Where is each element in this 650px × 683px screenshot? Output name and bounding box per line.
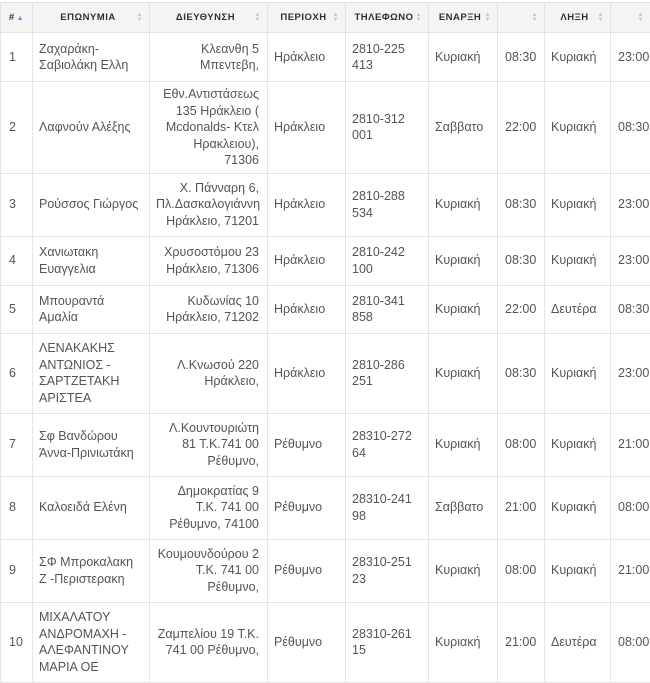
start-time: 08:30 bbox=[498, 173, 545, 236]
header-end-label: ΛΗΞΗ bbox=[560, 12, 588, 23]
header-start-label: ΕΝΑΡΞΗ bbox=[439, 12, 481, 23]
pharmacy-address: Κυδωνίας 10 Ηράκλειο, 71202 bbox=[150, 285, 268, 333]
start-time: 08:30 bbox=[498, 33, 545, 82]
start-day: Κυριακή bbox=[429, 602, 498, 682]
start-time: 08:30 bbox=[498, 236, 545, 285]
table-row bbox=[1, 476, 650, 539]
pharmacy-area: Ηράκλειο bbox=[268, 173, 346, 236]
pharmacy-area: Ρέθυμνο bbox=[268, 602, 346, 682]
pharmacy-phone: 2810-225 413 bbox=[346, 33, 429, 82]
sort-neutral-icon: ▲ ▼ bbox=[255, 13, 261, 23]
start-time: 21:00 bbox=[498, 476, 545, 539]
pharmacy-name: Μπουραντά Αμαλία bbox=[33, 285, 150, 333]
start-day: Σαββατο bbox=[429, 476, 498, 539]
table-row bbox=[1, 236, 650, 285]
end-day: Κυριακή bbox=[545, 539, 611, 602]
pharmacy-address: Χρυσοστόμου 23 Ηράκλειο, 71306 bbox=[150, 236, 268, 285]
pharmacy-name: Χανιωτακη Ευαγγελια bbox=[33, 236, 150, 285]
row-number: 3 bbox=[1, 173, 33, 236]
pharmacy-address: Λ.Κνωσού 220 Ηράκλειο, bbox=[150, 333, 268, 413]
sort-neutral-icon: ▲ ▼ bbox=[638, 13, 644, 23]
pharmacy-area: Ηράκλειο bbox=[268, 33, 346, 82]
pharmacy-area: Ηράκλειο bbox=[268, 236, 346, 285]
start-time: 08:00 bbox=[498, 539, 545, 602]
pharmacy-area: Ρέθυμνο bbox=[268, 476, 346, 539]
pharmacy-name: Ρούσσος Γιώργος bbox=[33, 173, 150, 236]
pharmacy-name: Λαφνούν Αλέξης bbox=[33, 82, 150, 174]
pharmacy-name: ΜΙΧΑΛΑΤΟΥ ΑΝΔΡΟΜΑΧΗ - ΑΛΕΦΑΝΤΙΝΟΥ ΜΑΡΙΑ ΟΕ bbox=[33, 602, 150, 682]
table-row bbox=[1, 602, 650, 682]
header-num-label: # bbox=[9, 12, 15, 23]
pharmacy-phone: 2810-286 251 bbox=[346, 333, 429, 413]
end-time: 21:00 bbox=[611, 413, 650, 476]
end-time: 23:00 bbox=[611, 333, 650, 413]
pharmacy-name: Ζαχαράκη-Σαβιολάκη Ελλη bbox=[33, 33, 150, 82]
start-day: Κυριακή bbox=[429, 33, 498, 82]
end-day: Κυριακή bbox=[545, 82, 611, 174]
header-area[interactable] bbox=[268, 3, 346, 33]
table-row bbox=[1, 285, 650, 333]
start-time: 22:00 bbox=[498, 82, 545, 174]
end-day: Κυριακή bbox=[545, 33, 611, 82]
table-row bbox=[1, 173, 650, 236]
pharmacy-phone: 2810-312 001 bbox=[346, 82, 429, 174]
end-day: Κυριακή bbox=[545, 236, 611, 285]
pharmacy-name: Καλοειδά Ελένη bbox=[33, 476, 150, 539]
header-address-label: ΔΙΕΥΘΥΝΣΗ bbox=[176, 12, 235, 23]
pharmacy-address: Ζαμπελίου 19 Τ.Κ. 741 00 Ρέθυμνο, bbox=[150, 602, 268, 682]
start-day: Κυριακή bbox=[429, 413, 498, 476]
end-time: 08:00 bbox=[611, 476, 650, 539]
row-number: 10 bbox=[1, 602, 33, 682]
start-time: 08:00 bbox=[498, 413, 545, 476]
pharmacy-name: ΛΕΝΑΚΑΚΗΣ ΑΝΤΩΝΙΟΣ - ΣΑΡΤΖΕΤΑΚΗ ΑΡΙΣΤΕΑ bbox=[33, 333, 150, 413]
end-time: 23:00 bbox=[611, 173, 650, 236]
sort-neutral-icon: ▲ ▼ bbox=[532, 13, 538, 23]
end-time: 23:00 bbox=[611, 236, 650, 285]
sort-ascending-icon: ▲ bbox=[17, 15, 24, 22]
start-day: Κυριακή bbox=[429, 173, 498, 236]
header-phone-label: ΤΗΛΕΦΩΝΟ bbox=[354, 12, 413, 23]
table-row bbox=[1, 333, 650, 413]
table-row bbox=[1, 539, 650, 602]
start-day: Κυριακή bbox=[429, 333, 498, 413]
end-time: 08:30 bbox=[611, 82, 650, 174]
end-time: 08:00 bbox=[611, 602, 650, 682]
pharmacy-phone: 28310-272 64 bbox=[346, 413, 429, 476]
pharmacy-area: Ρέθυμνο bbox=[268, 539, 346, 602]
pharmacy-address: Χ. Πάνναρη 6, Πλ.Δασκαλογιάννη Ηράκλειο, 71201 bbox=[150, 173, 268, 236]
end-day: Κυριακή bbox=[545, 173, 611, 236]
header-name[interactable] bbox=[33, 3, 150, 33]
pharmacy-area: Ηράκλειο bbox=[268, 82, 346, 174]
row-number: 1 bbox=[1, 33, 33, 82]
row-number: 8 bbox=[1, 476, 33, 539]
header-name-label: ΕΠΩΝΥΜΙΑ bbox=[60, 12, 115, 23]
end-day: Κυριακή bbox=[545, 333, 611, 413]
sort-neutral-icon: ▲ ▼ bbox=[485, 13, 491, 23]
pharmacy-phone: 28310-261 15 bbox=[346, 602, 429, 682]
row-number: 4 bbox=[1, 236, 33, 285]
pharmacy-address: Κλεανθη 5 Μπεντεβη, bbox=[150, 33, 268, 82]
header-phone[interactable] bbox=[346, 3, 429, 33]
row-number: 9 bbox=[1, 539, 33, 602]
pharmacy-phone: 2810-242 100 bbox=[346, 236, 429, 285]
pharmacy-area: Ρέθυμνο bbox=[268, 413, 346, 476]
row-number: 6 bbox=[1, 333, 33, 413]
sort-neutral-icon: ▲ ▼ bbox=[416, 13, 422, 23]
header-end-time[interactable] bbox=[611, 3, 650, 33]
sort-neutral-icon: ▲ ▼ bbox=[137, 13, 143, 23]
row-number: 7 bbox=[1, 413, 33, 476]
table-row bbox=[1, 33, 650, 82]
table-row bbox=[1, 82, 650, 174]
end-day: Κυριακή bbox=[545, 476, 611, 539]
start-day: Κυριακή bbox=[429, 236, 498, 285]
header-start[interactable] bbox=[429, 3, 498, 33]
pharmacy-phone: 28310-251 23 bbox=[346, 539, 429, 602]
start-day: Κυριακή bbox=[429, 285, 498, 333]
pharmacy-phone: 2810-288 534 bbox=[346, 173, 429, 236]
end-time: 08:30 bbox=[611, 285, 650, 333]
start-day: Σαββατο bbox=[429, 82, 498, 174]
start-time: 08:30 bbox=[498, 333, 545, 413]
pharmacy-area: Ηράκλειο bbox=[268, 333, 346, 413]
end-time: 23:00 bbox=[611, 33, 650, 82]
pharmacy-phone: 28310-241 98 bbox=[346, 476, 429, 539]
table-row bbox=[1, 413, 650, 476]
pharmacy-address: Εθν.Αντιστάσεως 135 Ηράκλειο ( Mcdonalds- Κτελ Ηρακλειου), 71306 bbox=[150, 82, 268, 174]
pharmacies-table bbox=[0, 2, 650, 683]
header-area-label: ΠΕΡΙΟΧΗ bbox=[280, 12, 326, 23]
table-header-row bbox=[1, 3, 650, 33]
sort-neutral-icon: ▲ ▼ bbox=[333, 13, 339, 23]
end-time: 21:00 bbox=[611, 539, 650, 602]
header-start-time[interactable] bbox=[498, 3, 545, 33]
end-day: Κυριακή bbox=[545, 413, 611, 476]
end-day: Δευτέρα bbox=[545, 285, 611, 333]
pharmacy-area: Ηράκλειο bbox=[268, 285, 346, 333]
row-number: 5 bbox=[1, 285, 33, 333]
pharmacy-address: Κουμουνδούρου 2 Τ.Κ. 741 00 Ρέθυμνο, bbox=[150, 539, 268, 602]
start-time: 21:00 bbox=[498, 602, 545, 682]
pharmacy-address: Δημοκρατίας 9 Τ.Κ. 741 00 Ρέθυμνο, 74100 bbox=[150, 476, 268, 539]
pharmacy-name: ΣΦ Μπροκαλακη Ζ -Περιστερακη bbox=[33, 539, 150, 602]
header-num[interactable] bbox=[1, 3, 33, 33]
header-end[interactable] bbox=[545, 3, 611, 33]
pharmacy-name: Σφ Βανδώρου Άννα-Πρινιωτάκη bbox=[33, 413, 150, 476]
row-number: 2 bbox=[1, 82, 33, 174]
pharmacy-address: Λ.Κουντουριώτη 81 Τ.Κ.741 00 Ρέθυμνο, bbox=[150, 413, 268, 476]
sort-neutral-icon: ▲ ▼ bbox=[598, 13, 604, 23]
start-time: 22:00 bbox=[498, 285, 545, 333]
end-day: Δευτέρα bbox=[545, 602, 611, 682]
start-day: Κυριακή bbox=[429, 539, 498, 602]
pharmacy-phone: 2810-341 858 bbox=[346, 285, 429, 333]
header-address[interactable] bbox=[150, 3, 268, 33]
